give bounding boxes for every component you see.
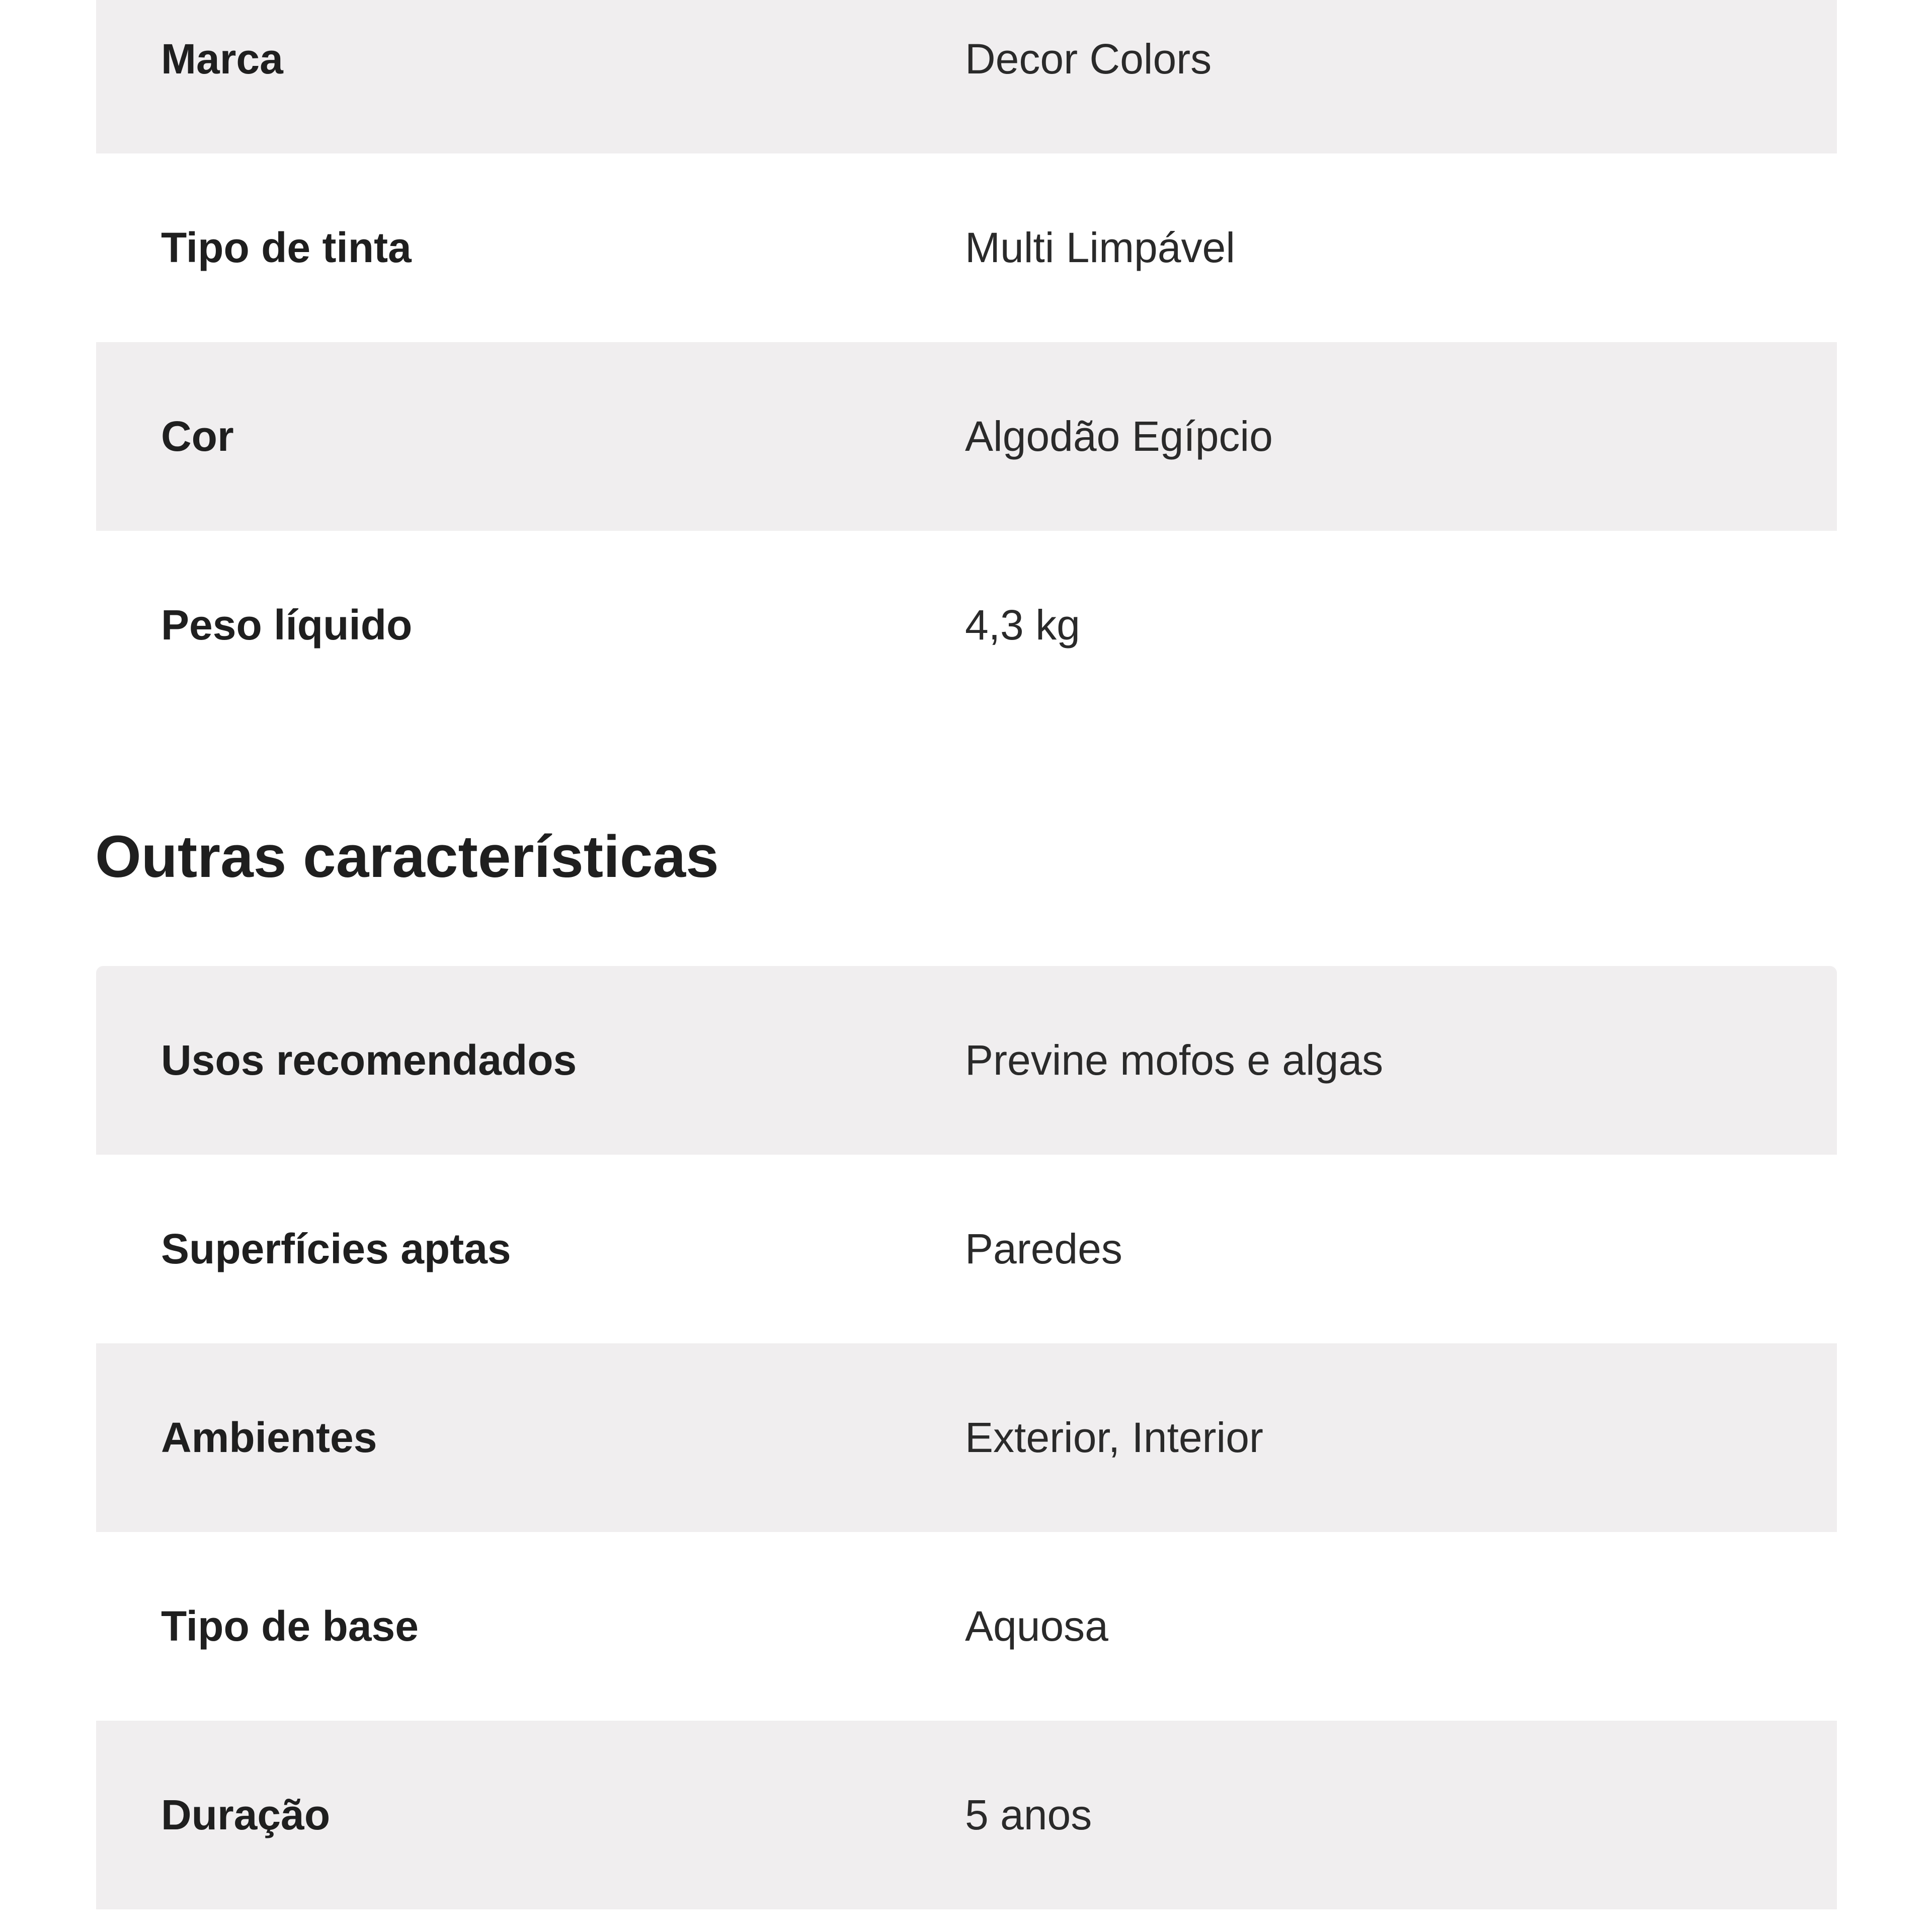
spec-value: 5 anos [965, 1791, 1092, 1838]
spec-row-paint-type [96, 153, 1837, 342]
spec-label: Marca [161, 35, 283, 83]
spec-row-duration [96, 1721, 1837, 1909]
spec-label: Peso líquido [161, 601, 413, 649]
spec-value: Previne mofos e algas [965, 1036, 1384, 1084]
spec-value: 4,3 kg [965, 601, 1080, 649]
spec-value: Algodão Egípcio [965, 413, 1273, 460]
spec-row-color [96, 342, 1837, 531]
section-title: Outras características [95, 824, 719, 890]
spec-label: Cor [161, 413, 234, 460]
spec-value: Aquosa [965, 1602, 1108, 1650]
spec-row-brand [96, 0, 1837, 153]
spec-row-partial [96, 1909, 1837, 1932]
spec-value: Exterior, Interior [965, 1414, 1263, 1461]
spec-label: Duração [161, 1791, 331, 1838]
spec-label: Ambientes [161, 1414, 377, 1461]
spec-label: Superfícies aptas [161, 1225, 511, 1272]
spec-label: Tipo de base [161, 1602, 419, 1650]
spec-value: Decor Colors [965, 35, 1212, 83]
spec-label: Usos recomendados [161, 1036, 577, 1084]
spec-row-recommended-uses [96, 966, 1837, 1155]
spec-row-net-weight [96, 531, 1837, 719]
spec-row-surfaces [96, 1155, 1837, 1343]
spec-row-environments [96, 1343, 1837, 1532]
spec-label: Tipo de tinta [161, 224, 412, 271]
other-specs-table [96, 966, 1837, 1932]
spec-value: Paredes [965, 1225, 1122, 1272]
spec-row-base-type [96, 1532, 1837, 1721]
spec-value: Multi Limpável [965, 224, 1235, 271]
main-specs-table [96, 0, 1837, 719]
